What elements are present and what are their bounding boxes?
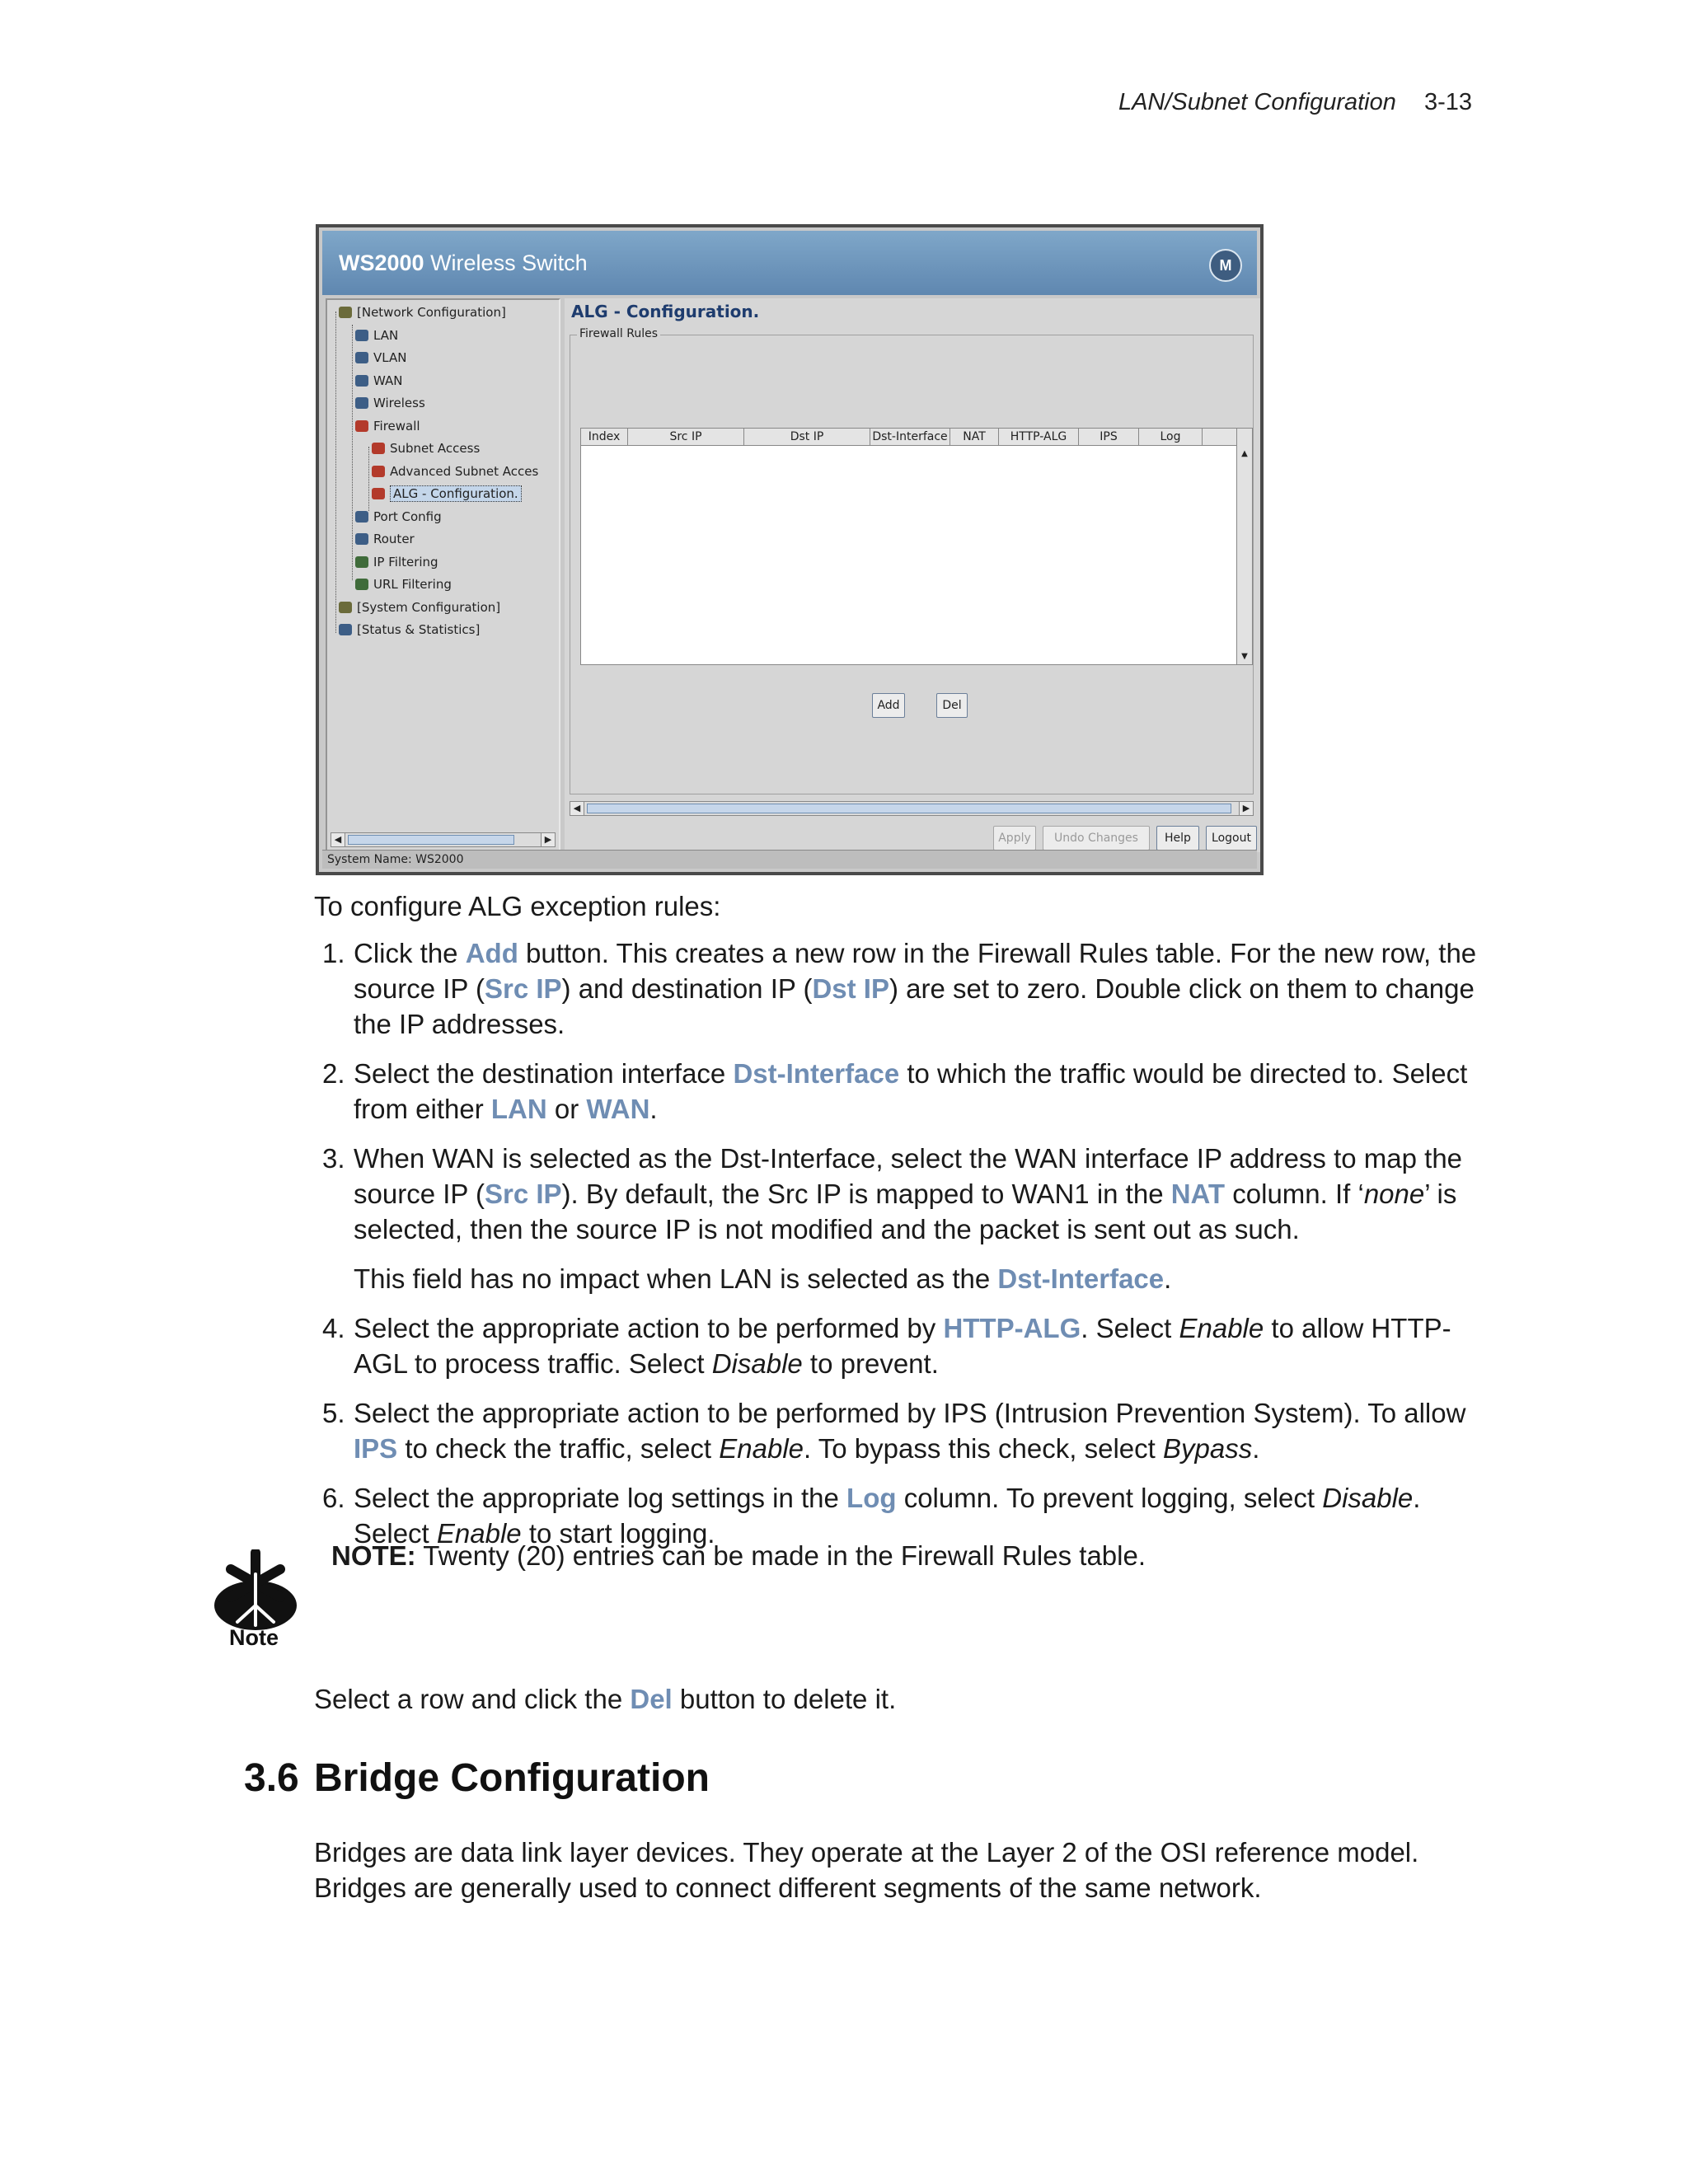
gear-icon: [339, 307, 352, 318]
panel-title: ALG - Configuration.: [571, 302, 760, 321]
section-heading: [244, 1755, 710, 1801]
ui-keyword: IPS: [354, 1433, 398, 1464]
firewall-icon: [372, 443, 385, 454]
ui-keyword: Log: [846, 1483, 897, 1513]
step-item: [314, 1056, 1484, 1127]
ui-keyword: Src IP: [484, 973, 562, 1004]
status-bar: System Name: WS2000: [322, 850, 1257, 869]
ui-keyword: Src IP: [484, 1179, 562, 1209]
scroll-up-icon[interactable]: ▲: [1241, 449, 1248, 458]
tree-item[interactable]: [355, 328, 398, 343]
column-header[interactable]: HTTP-ALG: [999, 429, 1079, 445]
column-header[interactable]: Log: [1139, 429, 1203, 445]
tree-item-label: [System Configuration]: [357, 599, 501, 615]
ui-keyword: Add: [465, 938, 518, 968]
text-run: Disable: [711, 1348, 803, 1379]
text-run: Select a row and click the: [314, 1684, 631, 1714]
text-run: When WAN is selected as the Dst-Interface, select the WAN interface IP address to map the source IP (: [354, 1143, 1463, 1209]
del-button[interactable]: Del: [936, 693, 968, 718]
add-button[interactable]: Add: [872, 693, 905, 718]
text-run: to start logging.: [521, 1518, 715, 1549]
text-run: Enable: [1179, 1313, 1264, 1343]
tree-item[interactable]: [339, 600, 500, 615]
tree-item[interactable]: [372, 441, 480, 456]
column-header[interactable]: Dst IP: [744, 429, 870, 445]
bridge-paragraph: Bridges are data link layer devices. They operate at the Layer 2 of the OSI reference model. Bridges are generally used to connect different segments of the same network.: [314, 1837, 1419, 1903]
tree-item-label: Router: [373, 532, 415, 546]
network-icon: [355, 352, 368, 363]
tree-item-label: [Network Configuration]: [357, 305, 506, 320]
tree-item[interactable]: [355, 419, 420, 434]
stats-icon: [339, 624, 352, 635]
table-vertical-scrollbar[interactable]: [1236, 429, 1252, 664]
firewall-icon: [355, 420, 368, 432]
text-run: ). By default, the Src IP is mapped to WAN1 in the: [561, 1179, 1171, 1209]
tree-item[interactable]: [339, 305, 506, 320]
text-run: or: [546, 1094, 587, 1124]
tree-item[interactable]: [355, 350, 406, 365]
tree-connector: [352, 325, 353, 580]
help-button[interactable]: Help: [1156, 826, 1199, 851]
text-run: Select the appropriate action to be performed by IPS (Intrusion Prevention System). To allow: [354, 1398, 1466, 1428]
ui-keyword: WAN: [586, 1094, 650, 1124]
firewall-icon: [372, 488, 385, 499]
network-icon: [355, 330, 368, 341]
ui-keyword: Del: [630, 1684, 673, 1714]
text-run: Enable: [436, 1518, 522, 1549]
firewall-rules-group: [570, 327, 1254, 794]
motorola-logo-icon: M: [1209, 249, 1242, 282]
text-run: ) and destination IP (: [561, 973, 813, 1004]
delete-instruction: [314, 1681, 896, 1717]
step-number: 4.: [322, 1313, 345, 1343]
tree-connector: [368, 447, 369, 511]
ui-keyword: Dst-Interface: [997, 1263, 1165, 1294]
column-header[interactable]: Index: [581, 429, 628, 445]
ui-keyword: LAN: [490, 1094, 547, 1124]
network-icon: [355, 375, 368, 387]
note-text: [331, 1538, 1146, 1573]
tree-item[interactable]: [355, 373, 403, 388]
text-run: . Select: [1081, 1313, 1179, 1343]
firewall-icon: [372, 466, 385, 477]
text-run: to allow HTTP-AGL to process traffic. Select: [354, 1313, 1451, 1379]
page-header: [1118, 89, 1472, 116]
text-run: . To bypass this check, select: [804, 1433, 1163, 1464]
tree-item-label: Wireless: [373, 396, 425, 410]
text-run: Click the: [354, 938, 466, 968]
text-run: none: [1363, 1179, 1425, 1209]
network-icon: [355, 511, 368, 523]
column-header[interactable]: Src IP: [628, 429, 744, 445]
text-run: . Select: [354, 1483, 1421, 1549]
navigation-tree: [326, 298, 560, 852]
note-label: NOTE:: [331, 1540, 416, 1571]
ui-keyword: HTTP-ALG: [943, 1313, 1081, 1343]
scroll-left-icon[interactable]: ◀: [570, 802, 584, 815]
undo-changes-button[interactable]: Undo Changes: [1043, 826, 1150, 851]
tree-item-label: [Status & Statistics]: [357, 622, 481, 637]
wireless-icon: [355, 397, 368, 409]
tree-item[interactable]: [355, 555, 438, 569]
apply-button[interactable]: Apply: [993, 826, 1036, 851]
tree-horizontal-scrollbar[interactable]: [331, 832, 556, 847]
tree-item-label: Port Config: [373, 509, 442, 524]
text-run: column. To prevent logging, select: [896, 1483, 1323, 1513]
tree-item[interactable]: [372, 464, 538, 479]
tree-item[interactable]: [372, 486, 522, 501]
alg-configuration-panel: [565, 298, 1260, 852]
scroll-thumb[interactable]: [587, 804, 1231, 813]
step-item: [314, 1310, 1484, 1381]
text-run: button. This creates a new row in the Firewall Rules table. For the new row, the source IP (: [354, 938, 1477, 1004]
tree-item[interactable]: [355, 396, 425, 410]
text-run: Select the destination interface: [354, 1058, 734, 1089]
section-number: 3.6: [244, 1756, 299, 1800]
text-run: to check the traffic, select: [397, 1433, 720, 1464]
text-run: This field has no impact when LAN is selected as the: [354, 1263, 998, 1294]
ui-keyword: Dst IP: [812, 973, 889, 1004]
group-label: Firewall Rules: [577, 327, 660, 340]
app-title-rest: Wireless Switch: [424, 251, 588, 275]
tree-item-label: URL Filtering: [373, 577, 452, 592]
tree-item-label: VLAN: [373, 350, 407, 365]
header-page-number: 3-13: [1423, 89, 1472, 115]
step-number: 3.: [322, 1143, 345, 1174]
text-run: to prevent.: [802, 1348, 939, 1379]
tree-item-label: Subnet Access: [390, 441, 481, 456]
step-number: 1.: [322, 938, 345, 968]
gear-icon: [339, 602, 352, 613]
tree-item-label: IP Filtering: [373, 554, 438, 569]
tree-item[interactable]: [355, 532, 415, 546]
step-number: 6.: [322, 1483, 345, 1513]
intro-text: To configure ALG exception rules:: [314, 891, 721, 921]
step-item: [314, 1141, 1484, 1296]
text-run: .: [1252, 1433, 1260, 1464]
tree-connector: [335, 312, 336, 633]
section-title: Bridge Configuration: [314, 1756, 710, 1800]
scroll-right-icon[interactable]: ▶: [541, 833, 555, 846]
logout-button[interactable]: Logout: [1206, 826, 1257, 851]
text-run: Enable: [719, 1433, 804, 1464]
tree-item-label: Advanced Subnet Acces: [390, 463, 539, 479]
scroll-thumb[interactable]: [348, 835, 514, 845]
text-run: to which the traffic would be directed to. Select from either: [354, 1058, 1468, 1124]
main-horizontal-scrollbar[interactable]: [570, 801, 1254, 816]
filter-icon: [355, 579, 368, 590]
filter-icon: [355, 556, 368, 568]
tree-item[interactable]: [355, 509, 442, 524]
ui-keyword: Dst-Interface: [733, 1058, 900, 1089]
ui-keyword: NAT: [1170, 1179, 1226, 1209]
column-header[interactable]: IPS: [1079, 429, 1139, 445]
step-item: [314, 1395, 1484, 1466]
text-run: .: [649, 1094, 658, 1124]
text-run: Disable: [1322, 1483, 1414, 1513]
step-number: 2.: [322, 1058, 345, 1089]
text-run: ’ is selected, then the source IP is not modified and the packet is sent out as such.: [354, 1179, 1457, 1244]
scroll-left-icon[interactable]: ◀: [331, 833, 345, 846]
tree-item-label: ALG - Configuration.: [390, 485, 522, 502]
ws2000-screenshot: [316, 224, 1264, 875]
column-header[interactable]: Dst-Interface: [870, 429, 950, 445]
app-title-bar: [322, 231, 1257, 295]
text-run: column. If ‘: [1225, 1179, 1364, 1209]
step-item: [314, 935, 1484, 1042]
note-icon-caption: Note: [229, 1625, 279, 1650]
text-run: button to delete it.: [672, 1684, 897, 1714]
tree-item-label: LAN: [373, 327, 399, 343]
step-number: 5.: [322, 1398, 345, 1428]
text-run: ) are set to zero. Double click on them to change the IP addresses.: [354, 973, 1475, 1039]
firewall-rules-table[interactable]: [580, 428, 1253, 665]
table-header: [581, 429, 1237, 446]
tree-item-label: Firewall: [373, 418, 420, 434]
column-header[interactable]: NAT: [950, 429, 999, 445]
note-body: Twenty (20) entries can be made in the Firewall Rules table.: [415, 1540, 1146, 1571]
header-section-title: LAN/Subnet Configuration: [1118, 89, 1396, 115]
text-run: Select the appropriate log settings in the: [354, 1483, 847, 1513]
tree-item-label: WAN: [373, 373, 403, 388]
text-run: Select the appropriate action to be performed by: [354, 1313, 944, 1343]
scroll-right-icon[interactable]: ▶: [1239, 802, 1253, 815]
text-run: .: [1164, 1263, 1172, 1294]
tree-item[interactable]: [355, 577, 452, 592]
step-extra-paragraph: [354, 1261, 1484, 1296]
tree-item[interactable]: [339, 622, 480, 637]
text-run: Bypass: [1162, 1433, 1253, 1464]
scroll-down-icon[interactable]: ▼: [1241, 652, 1248, 661]
router-icon: [355, 533, 368, 545]
app-title-bold: WS2000: [339, 251, 424, 275]
steps-list: [314, 935, 1484, 1565]
